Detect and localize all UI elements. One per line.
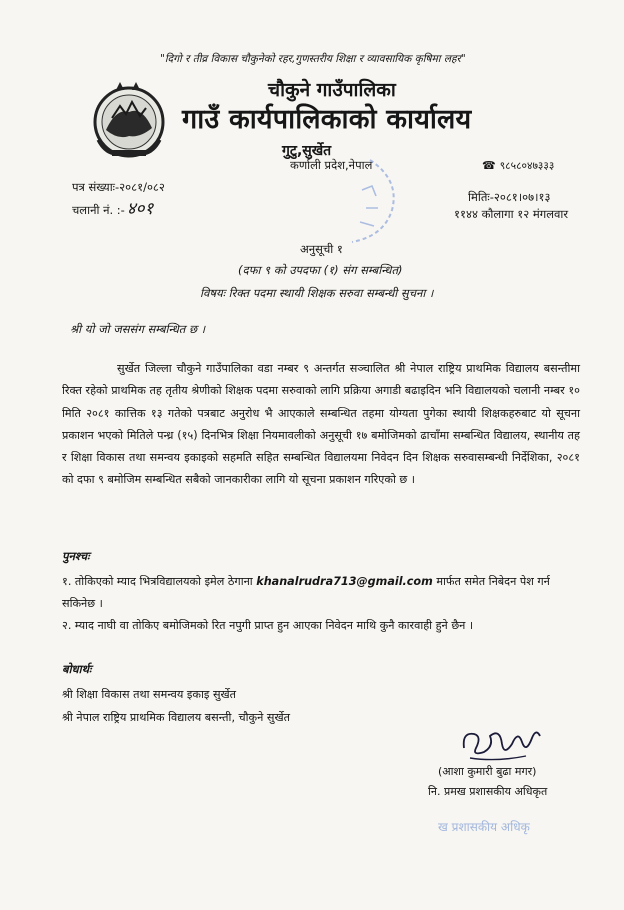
- salutation: श्री यो जो जससंग सम्बन्धित छ ।: [70, 322, 206, 336]
- signer-designation: नि. प्रमख प्रशासकीय अधिकृत: [428, 785, 548, 798]
- copy-recipient-1: श्री शिक्षा विकास तथा समन्वय इकाइ सुर्खेत: [62, 688, 237, 701]
- letter-subject: विषयः रिक्त पदमा स्थायी शिक्षक सरुवा सम्बन्धी सुचना ।: [200, 286, 434, 300]
- office-title: गाउँ कार्यपालिकाको कार्यालय: [182, 104, 472, 135]
- phone-value: ९८५८०४७३३३: [499, 160, 555, 172]
- copy-recipient-2: श्री नेपाल राष्ट्रिय प्राथमिक विद्यालय बसन्ती, चौकुने सुर्खेत: [62, 711, 291, 724]
- municipality-name: चौकुने गाउँपालिका: [268, 79, 396, 101]
- postscript-label: पुनश्चः: [62, 549, 90, 563]
- ps1-text-after: मार्फत समेत निबेदन पेश गर्न सकिनेछ ।: [62, 575, 550, 610]
- telephone-icon: ☎: [482, 159, 496, 172]
- province-country: कर्णाली प्रदेश,नेपाल: [290, 158, 373, 172]
- dispatch-stamp-icon: [300, 150, 410, 250]
- dispatch-value: ४०१: [126, 199, 154, 219]
- dispatch-number: [72, 196, 153, 219]
- postscript-item-1: [62, 571, 582, 615]
- office-location: गुटु,सुर्खेत: [282, 143, 332, 159]
- letter-date-alt: ११४४ कौलागा १२ मंगलवार: [454, 207, 569, 221]
- dispatch-label: चलानी नं. :-: [72, 203, 125, 217]
- signer-name: (आशा कुमारी बुढा मगर): [438, 765, 537, 778]
- email-address: khanalrudra713@gmail.com: [256, 575, 433, 588]
- annex-title: अनुसूची १: [300, 242, 343, 256]
- letter-date: मितिः-२०८१।०७।१३: [468, 190, 551, 204]
- reference-number: पत्र संख्याः-२०८१/०८२: [72, 180, 165, 194]
- official-stamp-text: ख प्रशासकीय अधिकृ: [438, 820, 530, 834]
- ps1-text-before: १. तोकिएको म्याद भित्रविद्यालयको इमेल ठेगाना: [62, 575, 257, 588]
- postscript-item-2: २. म्याद नाघी वा तोकिए बमोजिमको रित नपुगी प्राप्त हुन आएका निवेदन माथि कुनै कारवाही हुने छैन ।: [62, 619, 474, 632]
- phone-number: [482, 159, 554, 173]
- signature-icon: [456, 718, 546, 766]
- motto: "दिगो र तीव्र विकास चौकुनेको रहर,गुणस्तरीय शिक्षा र व्यावसायिक कृषिमा लहर": [160, 53, 466, 65]
- information-label: बोधार्थः: [62, 662, 92, 676]
- section-reference: (दफा ९ को उपदफा (१) संग सम्बन्धित): [238, 263, 403, 277]
- letter-body: [62, 358, 580, 492]
- letter-body-text: सुर्खेत जिल्ला चौकुने गाउँपालिका वडा नम्बर ९ अन्तर्गत सञ्चालित श्री नेपाल राष्ट्रिय प्राथमिक विद्यालय बसन्तीमा रिक्त रहेको प्राथमिक तह तृतीय श्रेणीको शिक्षक पदमा सरुवाको लागि प्रक्रिया अगाडी बढाइदिन भनि विद्यालयको चलानी नम्बर १० मिति २०८१ कात्तिक १३ गतेको पत्रबाट अनुरोध भै आएकाले सम्बन्धित तहमा योग्यता पुगेका स्थायी शिक्षकहरुबाट यो सूचना प्रकाशन भएको मितिले पन्ध्र (१५) दिनभित्र शिक्षा नियमावलीको अनुसूची १७ बमोजिमको ढाचाँमा सम्बन्धित विद्यालय, स्थानीय तह र शिक्षा विकास तथा समन्वय इकाइको सहमति सहित सम्बन्धित विद्यालयमा निवेदन दिन शिक्षक सरुवासम्बन्धी निर्देशिका, २०८१ को दफा ९ बमोजिम सम्बन्धित सबैको जानकारीका लागि यो सूचना प्रकाशन गरिएको छ ।: [62, 362, 580, 487]
- nepal-emblem-icon: [90, 78, 168, 162]
